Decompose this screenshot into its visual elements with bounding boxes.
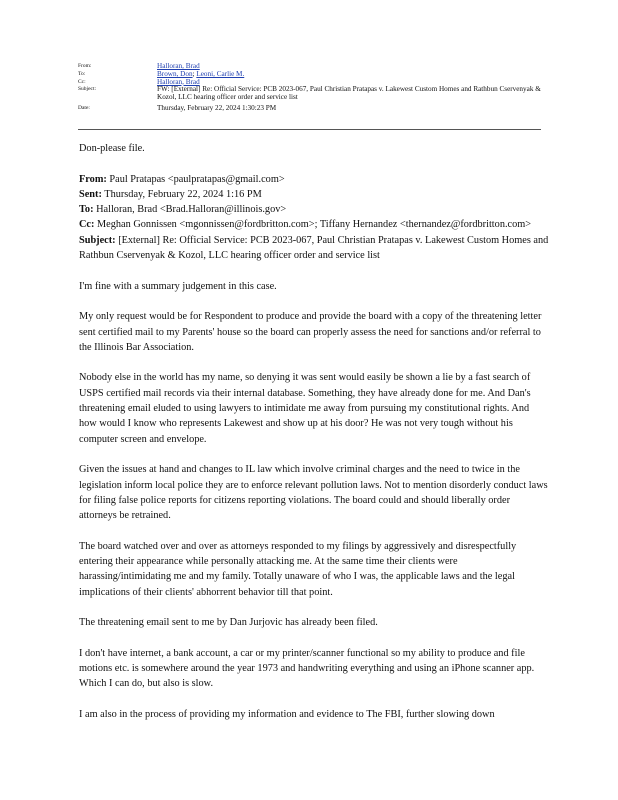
fwd-from-label: From: (79, 173, 107, 185)
fwd-sent-value: Thursday, February 22, 2024 1:16 PM (104, 188, 262, 200)
paragraph: Given the issues at hand and changes to IL law which involve criminal charges and the need to twice in the legislation inform local police they are to enforce relevant pollution laws. Not to mention disorderly conduct laws for filing false police reports for citizens reporting violations. The board could and should liberally order attorneys be retrained. (79, 464, 548, 522)
header-subject-row (78, 86, 548, 102)
paragraph: I am also in the process of providing my information and evidence to The FBI, further slowing down (79, 708, 495, 720)
header-date-value: Thursday, February 22, 2024 1:30:23 PM (157, 103, 277, 112)
fwd-subject-value: [External] Re: Official Service: PCB 2023-067, Paul Christian Pratapas v. Lakewest Custom Homes and Rathbun Cservenyak & Kozol, LLC hearing officer order and service list (79, 234, 549, 262)
fwd-to-value: Halloran, Brad <Brad.Halloran@illinois.gov> (96, 204, 287, 216)
fwd-subject-label: Subject: (79, 234, 116, 246)
header-from-link[interactable]: Halloran, Brad (157, 62, 200, 70)
header-cc-link[interactable]: Halloran, Brad (157, 77, 200, 86)
forwarded-header (79, 172, 549, 264)
header-date-row (78, 105, 548, 113)
paragraph: The board watched over and over as attorneys responded to my filings by aggressively and disrespectfully entering their appearance while personally attacking me. At the same time their clients were harassing/intimidating me and my family. Totally unaware of who I was, the applicable laws and the legal implications of their clients' abhorrent behavior till that point. (79, 540, 517, 598)
paragraph: I'm fine with a summary judgement in this case. (79, 280, 277, 292)
email-body (79, 141, 549, 722)
header-from-label: From: (78, 63, 92, 69)
fwd-cc-label: Cc: (79, 219, 95, 231)
header-cc-label: Cc: (78, 78, 86, 85)
header-to-row: To: Brown, Don; Leoni, Carlie M. (78, 69, 245, 78)
fwd-from-value: Paul Pratapas <paulpratapas@gmail.com> (109, 173, 285, 185)
header-to-link-2[interactable]: Leoni, Carlie M. (196, 69, 245, 78)
header-subject-value: FW: [External] Re: Official Service: PCB 2023-067, Paul Christian Pratapas v. Lakewest Custom Homes and Rathbun Cservenyak & Kozol, LLC hearing officer order and service list (157, 85, 541, 102)
header-from-row (78, 63, 548, 71)
header-date-label: Date: (78, 104, 90, 111)
header-divider (78, 129, 541, 130)
paragraph: I don't have internet, a bank account, a car or my printer/scanner functional so my ability to produce and file motions etc. is somewhere around the year 1973 and handwriting everything and using an iPhone scanner app. Which I can do, but also is slow. (79, 647, 535, 690)
header-subject-label: Subject: (78, 86, 97, 93)
fwd-to-label: To: (79, 204, 94, 216)
header-to-label: To: (78, 70, 86, 77)
paragraph: The threatening email sent to me by Dan Jurjovic has already been filed. (79, 617, 378, 629)
header-to-link-1[interactable]: Brown, Don (157, 69, 193, 78)
paragraph: Nobody else in the world has my name, so denying it was sent would easily be shown a lie by a fast search of USPS certified mail records via their internal database. Something, they have already done for me. And Dan's threatening email eluded to using lawyers to intimidate me away from pursuing my constitutional rights. And how would I know who represents Lakewest and show up at his door? He was not very tough without his computer screen and envelope. (79, 372, 531, 445)
email-header (78, 63, 548, 113)
fwd-cc-value: Meghan Gonnissen <mgonnissen@fordbritton.com>; Tiffany Hernandez <thernandez@fordbritton.com> (97, 219, 532, 231)
fwd-sent-label: Sent: (79, 188, 102, 200)
note-text: Don-please file. (79, 143, 145, 154)
paragraph: My only request would be for Respondent to produce and provide the board with a copy of the threatening letter sent certified mail to my Parents' house so the board can properly assess the need for sanctions and/or referral to the Illinois Bar Association. (79, 311, 542, 353)
